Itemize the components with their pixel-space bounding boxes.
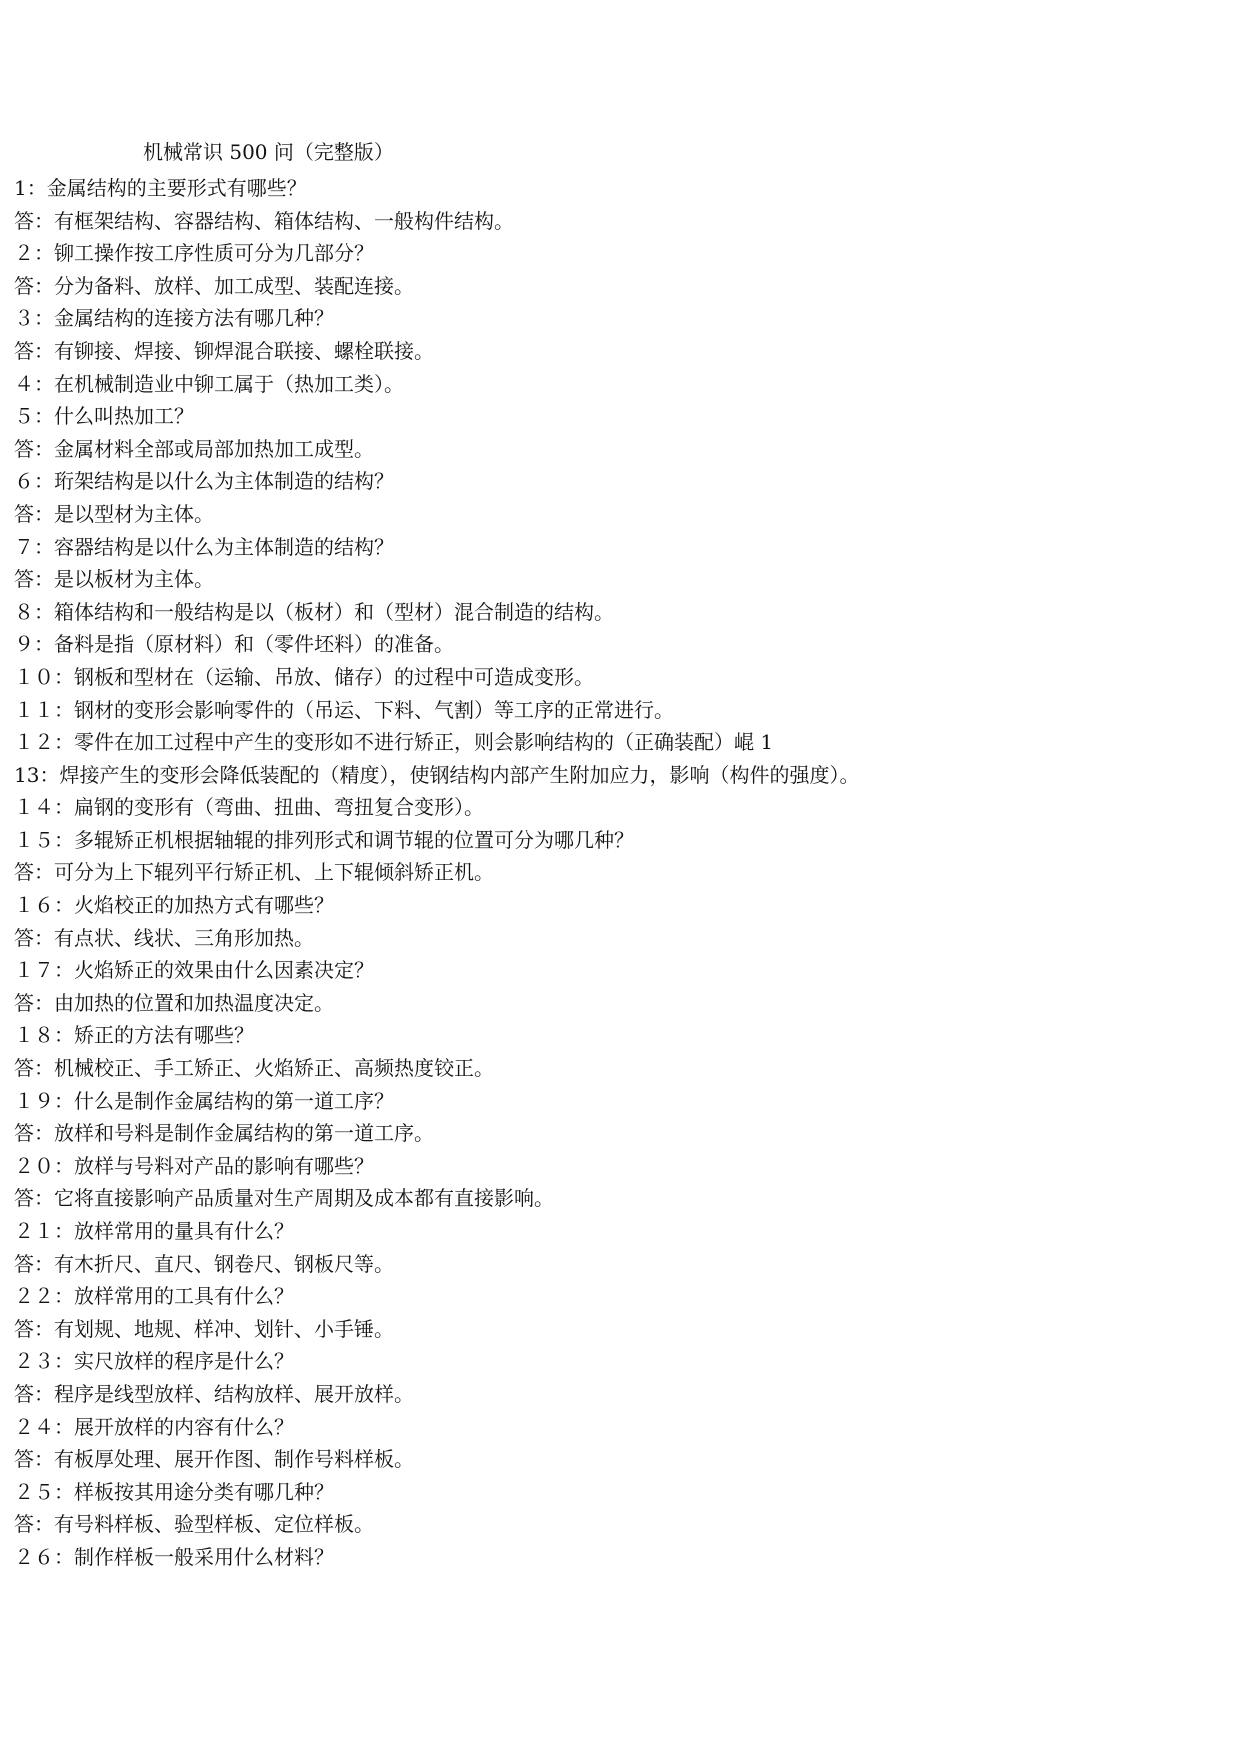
document-body	[14, 172, 1229, 1574]
text-line: ２０：放样与号料对产品的影响有哪些？	[14, 1153, 374, 1178]
text-line: ２１：放样常用的量具有什么？	[14, 1219, 294, 1243]
text-line: 答：分为备料、放样、加工成型、装配连接。	[14, 273, 414, 298]
text-line: 答：可分为上下辊列平行矫正机、上下辊倾斜矫正机。	[14, 860, 494, 885]
text-line: １０：钢板和型材在（运输、吊放、储存）的过程中可造成变形。	[14, 664, 594, 689]
text-line: 答：有点状、线状、三角形加热。	[14, 925, 314, 950]
text-line: 答：程序是线型放样、结构放样、展开放样。	[14, 1381, 414, 1406]
text-line: ２３：实尺放样的程序是什么？	[14, 1349, 294, 1374]
text-line: ７：容器结构是以什么为主体制造的结构？	[14, 534, 394, 559]
text-line: １４：扁钢的变形有（弯曲、扭曲、弯扭复合变形）。	[14, 795, 484, 820]
text-line: 答：它将直接影响产品质量对生产周期及成本都有直接影响。	[14, 1186, 554, 1211]
text-line: ２：铆工操作按工序性质可分为几部分？	[14, 241, 374, 266]
text-line: 1：金属结构的主要形式有哪些？	[14, 176, 307, 200]
text-line: 答：放样和号料是制作金属结构的第一道工序。	[14, 1121, 434, 1146]
text-line: ３：金属结构的连接方法有哪几种？	[14, 306, 334, 331]
text-line: 13：焊接产生的变形会降低装配的（精度），使钢结构内部产生附加应力，影响（构件的强度）。	[14, 762, 860, 787]
text-line: 答：金属材料全部或局部加热加工成型。	[14, 436, 374, 461]
text-line: ２４：展开放样的内容有什么？	[14, 1414, 294, 1439]
text-line: 答：有板厚处理、展开作图、制作号料样板。	[14, 1447, 414, 1472]
text-line: ５：什么叫热加工？	[14, 404, 194, 429]
text-line: 答：是以板材为主体。	[14, 567, 214, 592]
text-line: １６：火焰校正的加热方式有哪些？	[14, 893, 334, 918]
text-line: 答：有划规、地规、样冲、划针、小手锤。	[14, 1316, 394, 1341]
text-line: 答：机械校正、手工矫正、火焰矫正、高频热度铰正。	[14, 1056, 494, 1081]
text-line: 答：有框架结构、容器结构、箱体结构、一般构件结构。	[14, 208, 514, 233]
text-line: 答：有木折尺、直尺、钢卷尺、钢板尺等。	[14, 1251, 394, 1276]
text-line: 答：有号料样板、验型样板、定位样板。	[14, 1512, 374, 1537]
text-line: ２６：制作样板一般采用什么材料？	[14, 1544, 334, 1569]
text-line: １５：多辊矫正机根据轴辊的排列形式和调节辊的位置可分为哪几种？	[14, 827, 634, 852]
text-line: ８：箱体结构和一般结构是以（板材）和（型材）混合制造的结构。	[14, 599, 614, 624]
text-line: ６：珩架结构是以什么为主体制造的结构？	[14, 469, 394, 494]
text-line: １１：钢材的变形会影响零件的（吊运、下料、气割）等工序的正常进行。	[14, 697, 674, 722]
text-line: １９：什么是制作金属结构的第一道工序？	[14, 1088, 394, 1113]
text-line: ４：在机械制造业中铆工属于（热加工类）。	[14, 371, 404, 396]
text-line: １７：火焰矫正的效果由什么因素决定？	[14, 958, 374, 983]
text-line: １２：零件在加工过程中产生的变形如不进行矫正，则会影响结构的（正确装配）崐 1	[14, 730, 774, 755]
document-title: 机械常识 500 问（完整版）	[143, 140, 394, 164]
text-line: 答：有铆接、焊接、铆焊混合联接、螺栓联接。	[14, 338, 434, 363]
text-line: １８：矫正的方法有哪些？	[14, 1023, 254, 1048]
text-line: 答：是以型材为主体。	[14, 501, 214, 526]
text-line: ２５：样板按其用途分类有哪几种？	[14, 1479, 334, 1504]
text-line: ９：备料是指（原材料）和（零件坯料）的准备。	[14, 632, 454, 657]
text-line: 答：由加热的位置和加热温度决定。	[14, 990, 334, 1015]
text-line: ２２：放样常用的工具有什么？	[14, 1284, 294, 1309]
